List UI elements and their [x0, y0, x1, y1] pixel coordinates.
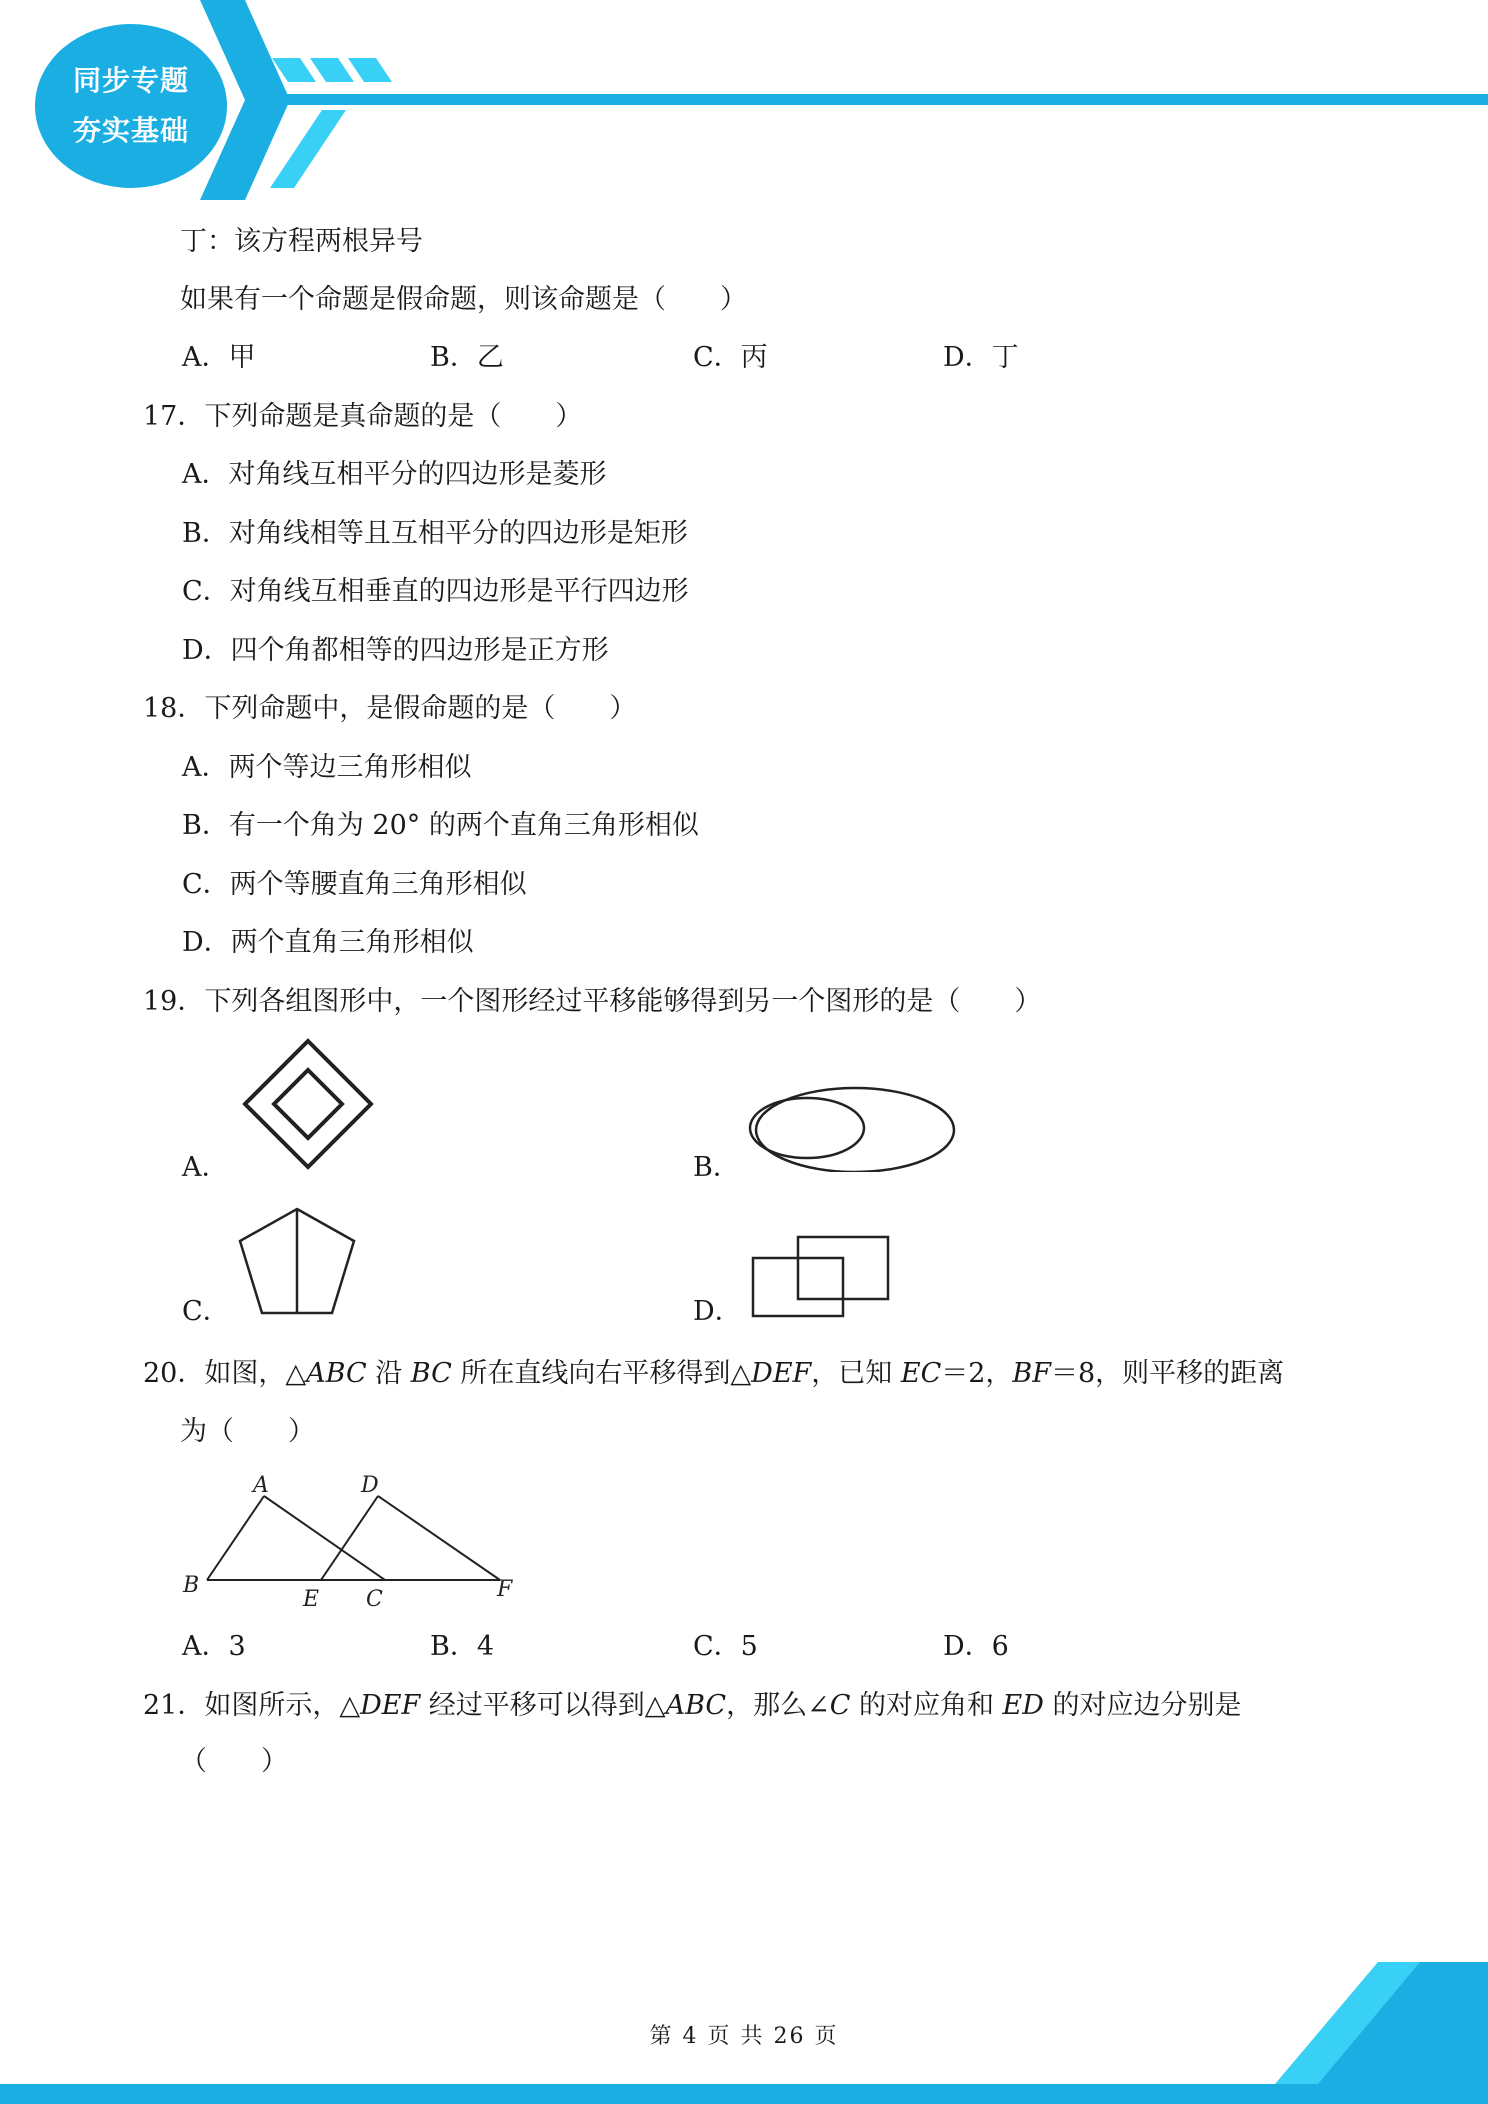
page-number: 第 4 页 共 26 页: [649, 2024, 839, 2049]
q20-text-4: ，已知: [811, 1358, 901, 1389]
q19-figure-b-ellipses: [745, 1080, 960, 1172]
q20-option-d: D．6: [943, 1631, 1009, 1662]
q19-option-a-label: A．: [182, 1152, 229, 1183]
q20-bf: BF: [1012, 1358, 1051, 1389]
q16-option-c: C．丙: [693, 342, 768, 373]
q21-text-3: ，那么∠: [726, 1690, 830, 1721]
q21-text-2: 经过平移可以得到△: [420, 1690, 666, 1721]
q20-label-a: A: [253, 1473, 269, 1498]
header-badge: [35, 24, 227, 188]
q20-abc: ABC: [306, 1358, 367, 1389]
q17-stem: 17．下列命题是真命题的是（ ）: [143, 401, 583, 432]
q17-option-b: B．对角线相等且互相平分的四边形是矩形: [182, 518, 688, 549]
page-header: [0, 0, 1488, 200]
q18-stem: 18．下列命题中，是假命题的是（ ）: [143, 693, 637, 724]
q17-option-d: D．四个角都相等的四边形是正方形: [182, 635, 609, 666]
q18-option-a: A．两个等边三角形相似: [182, 752, 472, 783]
q20-option-c: C．5: [693, 1631, 758, 1662]
q20-text-5: ＝2，: [941, 1358, 1013, 1389]
q20-ec: EC: [900, 1358, 942, 1389]
q19-figure-c-pentagon: [236, 1205, 360, 1317]
badge-line-1: 同步专题: [72, 64, 189, 97]
q18-option-c: C．两个等腰直角三角形相似: [182, 869, 527, 900]
q21-text-5: 的对应边分别是: [1043, 1690, 1242, 1721]
q20-option-b: B．4: [430, 1631, 495, 1662]
q19-option-b-label: B．: [693, 1152, 740, 1183]
q20-text-1: 20．如图，△: [143, 1358, 307, 1389]
q20-option-a: A．3: [182, 1631, 246, 1662]
q17-option-c: C．对角线互相垂直的四边形是平行四边形: [182, 576, 689, 607]
q20-label-e: E: [303, 1587, 320, 1612]
q18-option-b: B．有一个角为 20° 的两个直角三角形相似: [182, 810, 699, 841]
q20-label-d: D: [361, 1473, 379, 1498]
q19-option-d-label: D．: [693, 1296, 742, 1327]
q20-text-6: ＝8，则平移的距离: [1051, 1358, 1285, 1389]
q21-stem-line-1: [143, 1686, 1242, 1726]
q20-label-f: F: [497, 1577, 513, 1602]
q20-label-b: B: [183, 1573, 200, 1598]
q17-option-a: A．对角线互相平分的四边形是菱形: [182, 459, 607, 490]
q19-stem: 19．下列各组图形中，一个图形经过平移能够得到另一个图形的是（ ）: [143, 986, 1042, 1017]
q19-figure-d-rectangles: [748, 1232, 893, 1318]
q16-statement-ding: 丁：该方程两根异号: [180, 226, 423, 257]
q21-c: C: [829, 1690, 851, 1721]
q19-option-c-label: C．: [182, 1296, 230, 1327]
q21-text-1: 21．如图所示，△: [143, 1690, 361, 1721]
q20-def: DEF: [751, 1358, 812, 1389]
q20-figure-translated-triangles: [175, 1468, 525, 1616]
q21-def: DEF: [360, 1690, 421, 1721]
q16-option-a: A．甲: [182, 342, 256, 373]
q21-stem-line-2: （ ）: [180, 1746, 288, 1777]
q16-prompt: 如果有一个命题是假命题，则该命题是（ ）: [180, 284, 747, 315]
q19-figure-a-nested-diamonds: [238, 1036, 378, 1172]
q18-option-d: D．两个直角三角形相似: [182, 927, 474, 958]
q20-text-3: 所在直线向右平移得到△: [451, 1358, 752, 1389]
q20-text-2: 沿: [366, 1358, 411, 1389]
q20-label-c: C: [366, 1587, 383, 1612]
q20-stem-line-1: [143, 1354, 1284, 1394]
q16-option-d: D．丁: [943, 342, 1019, 373]
q20-stem-line-2: 为（ ）: [180, 1416, 315, 1447]
q21-text-4: 的对应角和: [850, 1690, 1003, 1721]
q21-ed: ED: [1002, 1690, 1044, 1721]
badge-line-2: 夯实基础: [72, 114, 189, 147]
q21-abc: ABC: [665, 1690, 727, 1721]
q16-option-b: B．乙: [430, 342, 504, 373]
q20-bc: BC: [410, 1358, 452, 1389]
